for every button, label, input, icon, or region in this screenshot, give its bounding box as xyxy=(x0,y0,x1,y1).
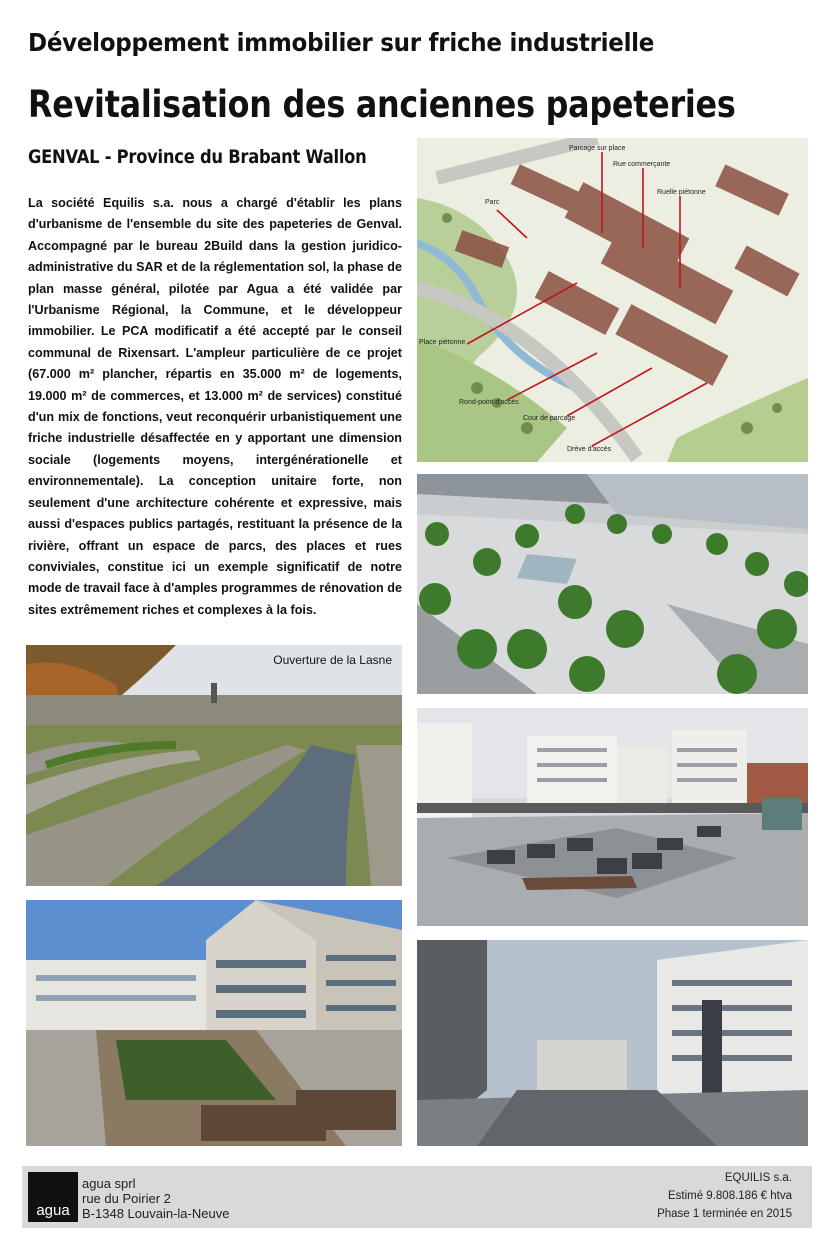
label-rue-commercante: Rue commerçante xyxy=(613,161,671,168)
cost-estimate: Estimé 9.808.186 € htva xyxy=(667,1190,792,1202)
company-name: agua sprl xyxy=(82,1176,136,1191)
project-description: La société Equilis s.a. nous a chargé d'établir les plans d'urbanisme de l'ensemble du site des papeteries de Genval. Accompagné par le bureau 2Build dans la gestion juridico-administrative du SAR et de la réglementation sol, la phase de plan masse général, pilotée par Agua a été validée par l'Urbanisme Régional, la Commune, et le développeur immobilier. Le PCA modificatif a été accepté par le conseil communal de Rixensart. L'ampleur particulière de ce projet (67.000 m² plancher, répartis en 35.000 m² de logements, 19.000 m² de commerces, et 13.000 m² de services) constitué d'un mix de fonctions, veut reconquérir urbanistiquement une friche industrielle désaffectée en y apportant une dimension sociale (logements moyens, intergénérationelle et environnementale). La conception unitaire forte, non seulement d'une architecture cohérente et expressive, mais aussi d'espaces publics partagés, restituant la présence de la rivière, offrant un espace de parcs, des places et rues conviviales, constitue ici un exemple significatif de notre mode de travail face à d'amples programmes de rénovation de sites extrêmement riches et complexes à la fois. xyxy=(28,196,402,617)
label-parcage: Parcage sur place xyxy=(569,145,626,152)
river-opening-photo xyxy=(26,645,402,886)
company-street: rue du Poirier 2 xyxy=(82,1191,171,1206)
footer xyxy=(22,1166,812,1228)
photo-caption: Ouverture de la Lasne xyxy=(273,653,392,667)
residential-courtyard-photo xyxy=(26,900,402,1146)
label-rond-point: Rond-point d'accès xyxy=(459,399,519,406)
phase-status: Phase 1 terminée en 2015 xyxy=(657,1208,792,1220)
label-parc: Parc xyxy=(485,199,500,206)
client-name: EQUILIS s.a. xyxy=(724,1172,792,1184)
label-dreve-acces: Drève d'accès xyxy=(567,446,612,453)
label-place-pietonne: Place piétonne xyxy=(419,339,466,346)
square-parking-photo xyxy=(417,708,808,926)
company-city: B-1348 Louvain-la-Neuve xyxy=(82,1206,230,1221)
street-photo xyxy=(417,940,808,1146)
masterplan-illustration xyxy=(417,138,808,462)
label-cour-parcage: Cour de parcage xyxy=(523,415,576,422)
agua-logo: agua xyxy=(28,1172,78,1222)
page-kicker: Développement immobilier sur friche industrielle xyxy=(28,28,655,57)
label-ruelle-pietonne: Ruelle piétonne xyxy=(657,189,706,196)
page-title: Revitalisation des anciennes papeteries xyxy=(28,83,736,126)
plaza-rendering xyxy=(417,474,808,694)
page-subtitle: GENVAL - Province du Brabant Wallon xyxy=(28,146,367,168)
